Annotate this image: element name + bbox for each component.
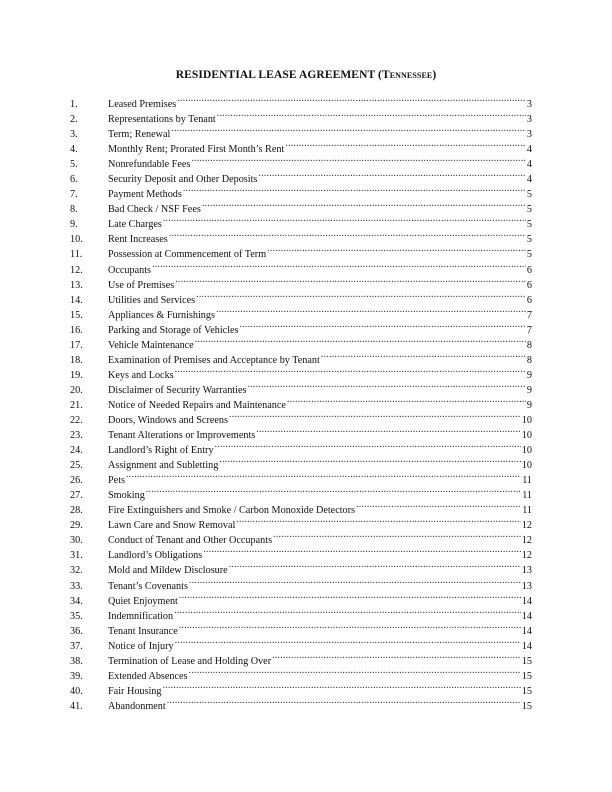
- toc-entry-page-number: 8: [526, 354, 532, 366]
- dot-leader: [236, 513, 520, 528]
- dot-leader: [183, 182, 526, 197]
- toc-entry-label: Late Charges: [108, 219, 162, 231]
- toc-entry-page-number: 5: [526, 249, 532, 261]
- toc-entry-page-number: 11: [522, 490, 532, 502]
- toc-entry-page-number: 5: [526, 189, 532, 201]
- toc-entry-page-number: 10: [521, 445, 532, 457]
- toc-entry-label: Parking and Storage of Vehicles: [108, 324, 239, 336]
- toc-entry-label: Disclaimer of Security Warranties: [108, 384, 247, 396]
- toc-entry-page-number: 14: [521, 625, 532, 637]
- dot-leader: [203, 543, 521, 558]
- dot-leader: [177, 92, 526, 107]
- dot-leader: [273, 528, 521, 543]
- toc-entry-page-number: 9: [526, 369, 532, 381]
- toc-entry-number: 16.: [70, 324, 83, 336]
- toc-entry-label: Leased Premises: [108, 99, 177, 110]
- toc-entry-number: 38.: [70, 655, 83, 667]
- toc-entry-label: Conduct of Tenant and Other Occupants: [108, 535, 273, 547]
- toc-entry-page-number: 15: [521, 670, 532, 682]
- dot-leader: [169, 227, 526, 242]
- toc-entry-number: 39.: [70, 670, 83, 682]
- toc-entry-number: 23.: [70, 430, 83, 442]
- table-of-contents: [70, 92, 532, 712]
- toc-entry-page-number: 6: [526, 294, 532, 306]
- toc-entry-page-number: 5: [526, 219, 532, 231]
- toc-entry-page-number: 5: [526, 204, 532, 216]
- toc-entry-number: 5.: [70, 159, 78, 171]
- toc-entry-page-number: 11: [522, 475, 532, 487]
- dot-leader: [171, 122, 526, 137]
- toc-entry-page-number: 6: [526, 279, 532, 291]
- toc-entry-number: 25.: [70, 460, 83, 472]
- toc-entry-page-number: 4: [526, 174, 532, 186]
- toc-entry-page-number: 7: [526, 309, 532, 321]
- toc-entry-label: Assignment and Subletting: [108, 460, 219, 472]
- toc-entry-page-number: 12: [521, 520, 532, 532]
- dot-leader: [196, 288, 526, 303]
- toc-entry-number: 19.: [70, 369, 83, 381]
- dot-leader: [247, 378, 525, 393]
- toc-entry-number: 4.: [70, 144, 78, 156]
- dot-leader: [256, 423, 521, 438]
- toc-entry-page-number: 10: [521, 414, 532, 426]
- toc-entry-number: 31.: [70, 550, 83, 562]
- toc-entry-number: 3.: [70, 129, 78, 141]
- toc-entry-label: Term; Renewal: [108, 129, 171, 141]
- dot-leader: [162, 679, 520, 694]
- toc-entry-number: 14.: [70, 294, 83, 306]
- toc-entry-label: Landlord’s Obligations: [108, 550, 203, 562]
- toc-entry-page-number: 6: [526, 264, 532, 276]
- toc-entry-number: 20.: [70, 384, 83, 396]
- toc-entry-label: Indemnification: [108, 610, 174, 622]
- toc-entry-page-number: 15: [521, 685, 532, 697]
- dot-leader: [202, 197, 526, 212]
- dot-leader: [179, 589, 521, 604]
- toc-entry-number: 6.: [70, 174, 78, 186]
- title-close: ): [432, 69, 437, 81]
- toc-entry-label: Monthly Rent; Prorated First Month’s Rent: [108, 144, 285, 156]
- toc-entry-label: Extended Absences: [108, 670, 188, 682]
- toc-entry[interactable]: [70, 483, 532, 502]
- toc-entry-number: 33.: [70, 580, 83, 592]
- toc-entry-page-number: 12: [521, 535, 532, 547]
- dot-leader: [258, 167, 526, 182]
- dot-leader: [126, 468, 521, 483]
- dot-leader: [191, 152, 526, 167]
- toc-entry-label: Possession at Commencement of Term: [108, 249, 267, 261]
- toc-entry-label: Payment Methods: [108, 189, 182, 201]
- toc-entry-label: Utilities and Services: [108, 294, 196, 306]
- toc-entry-number: 29.: [70, 520, 83, 532]
- toc-entry-label: Notice of Injury: [108, 640, 174, 652]
- title-state: Tennessee: [381, 69, 433, 81]
- dot-leader: [216, 303, 526, 318]
- toc-entry-number: 40.: [70, 685, 83, 697]
- toc-entry-number: 34.: [70, 595, 83, 607]
- toc-entry-number: 36.: [70, 625, 83, 637]
- toc-entry-label: Mold and Mildew Disclosure: [108, 565, 228, 577]
- dot-leader: [267, 242, 526, 257]
- toc-entry-label: Tenant Alterations or Improvements: [108, 430, 256, 442]
- dot-leader: [285, 137, 526, 152]
- toc-entry-label: Appliances & Furnishings: [108, 309, 215, 321]
- toc-entry-number: 17.: [70, 339, 83, 351]
- dot-leader: [189, 664, 521, 679]
- toc-entry-label: Vehicle Maintenance: [108, 339, 194, 351]
- toc-entry-page-number: 15: [521, 700, 532, 712]
- dot-leader: [163, 212, 526, 227]
- title-main: RESIDENTIAL LEASE AGREEMENT (: [175, 69, 382, 81]
- toc-entry-label: Termination of Lease and Holding Over: [108, 655, 272, 667]
- dot-leader: [175, 273, 526, 288]
- toc-entry-label: Occupants: [108, 264, 151, 276]
- toc-entry-number: 1.: [70, 99, 78, 110]
- toc-entry-page-number: 13: [521, 565, 532, 577]
- toc-entry-page-number: 3: [526, 99, 532, 110]
- toc-entry-page-number: 11: [522, 505, 532, 517]
- toc-entry-label: Smoking: [108, 490, 145, 502]
- dot-leader: [321, 348, 526, 363]
- dot-leader: [152, 258, 526, 273]
- toc-entry-label: Tenant’s Covenants: [108, 580, 188, 592]
- dot-leader: [146, 483, 521, 498]
- toc-entry-number: 28.: [70, 505, 83, 517]
- dot-leader: [215, 438, 521, 453]
- toc-entry-label: Quiet Enjoyment: [108, 595, 178, 607]
- toc-entry-number: 13.: [70, 279, 83, 291]
- dot-leader: [174, 604, 521, 619]
- toc-entry[interactable]: [70, 92, 532, 110]
- toc-entry-label: Lawn Care and Snow Removal: [108, 520, 236, 532]
- toc-entry-page-number: 7: [526, 324, 532, 336]
- dot-leader: [356, 498, 521, 513]
- toc-entry-page-number: 14: [521, 595, 532, 607]
- toc-entry-label: Doors, Windows and Screens: [108, 414, 228, 426]
- dot-leader: [240, 318, 526, 333]
- toc-entry-page-number: 5: [526, 234, 532, 246]
- toc-entry-number: 18.: [70, 354, 83, 366]
- dot-leader: [175, 363, 526, 378]
- toc-entry-page-number: 12: [521, 550, 532, 562]
- document-title: [0, 69, 612, 81]
- toc-entry-label: Fire Extinguishers and Smoke / Carbon Monoxide Detectors: [108, 505, 356, 517]
- toc-entry-label: Examination of Premises and Acceptance by Tenant: [108, 354, 320, 366]
- toc-entry-label: Tenant Insurance: [108, 625, 178, 637]
- dot-leader: [219, 453, 520, 468]
- toc-entry-number: 2.: [70, 114, 78, 126]
- toc-entry-page-number: 15: [521, 655, 532, 667]
- toc-entry-page-number: 4: [526, 159, 532, 171]
- toc-entry-page-number: 14: [521, 610, 532, 622]
- toc-entry-number: 22.: [70, 414, 83, 426]
- toc-entry-label: Fair Housing: [108, 685, 162, 697]
- dot-leader: [217, 107, 526, 122]
- toc-entry-page-number: 10: [521, 460, 532, 472]
- toc-entry-number: 41.: [70, 700, 83, 712]
- toc-entry-number: 11.: [70, 249, 83, 261]
- dot-leader: [272, 649, 521, 664]
- dot-leader: [189, 574, 521, 589]
- toc-entry-label: Use of Premises: [108, 279, 175, 291]
- toc-entry-label: Keys and Locks: [108, 369, 174, 381]
- toc-entry-label: Pets: [108, 475, 125, 487]
- toc-entry-page-number: 10: [521, 430, 532, 442]
- toc-entry[interactable]: [70, 468, 532, 487]
- toc-entry-number: 21.: [70, 399, 83, 411]
- dot-leader: [195, 333, 526, 348]
- dot-leader: [175, 634, 521, 649]
- toc-entry-page-number: 3: [526, 114, 532, 126]
- toc-entry-number: 24.: [70, 445, 83, 457]
- toc-entry-label: Rent Increases: [108, 234, 168, 246]
- toc-entry-page-number: 9: [526, 384, 532, 396]
- toc-entry-number: 9.: [70, 219, 78, 231]
- dot-leader: [167, 694, 521, 709]
- toc-entry-page-number: 14: [521, 640, 532, 652]
- toc-entry-number: 30.: [70, 535, 83, 547]
- toc-entry-page-number: 8: [526, 339, 532, 351]
- toc-entry-number: 10.: [70, 234, 83, 246]
- toc-entry-number: 7.: [70, 189, 78, 201]
- toc-entry-page-number: 4: [526, 144, 532, 156]
- dot-leader: [287, 393, 526, 408]
- dot-leader: [179, 619, 521, 634]
- toc-entry-label: Landlord’s Right of Entry: [108, 445, 214, 457]
- toc-entry-number: 15.: [70, 309, 83, 321]
- toc-entry-page-number: 13: [521, 580, 532, 592]
- toc-entry-number: 27.: [70, 490, 83, 502]
- toc-entry-number: 35.: [70, 610, 83, 622]
- toc-entry-number: 12.: [70, 264, 83, 276]
- toc-entry-label: Nonrefundable Fees: [108, 159, 191, 171]
- toc-entry-label: Bad Check / NSF Fees: [108, 204, 201, 216]
- toc-entry-number: 26.: [70, 475, 83, 487]
- toc-entry-label: Abandonment: [108, 700, 166, 712]
- toc-entry-number: 37.: [70, 640, 83, 652]
- toc-entry-label: Security Deposit and Other Deposits: [108, 174, 258, 186]
- dot-leader: [229, 558, 521, 573]
- toc-entry-number: 32.: [70, 565, 83, 577]
- toc-entry-label: Notice of Needed Repairs and Maintenance: [108, 399, 286, 411]
- toc-entry-page-number: 3: [526, 129, 532, 141]
- dot-leader: [229, 408, 521, 423]
- toc-entry-label: Representations by Tenant: [108, 114, 216, 126]
- toc-entry-page-number: 9: [526, 399, 532, 411]
- toc-entry-number: 8.: [70, 204, 78, 216]
